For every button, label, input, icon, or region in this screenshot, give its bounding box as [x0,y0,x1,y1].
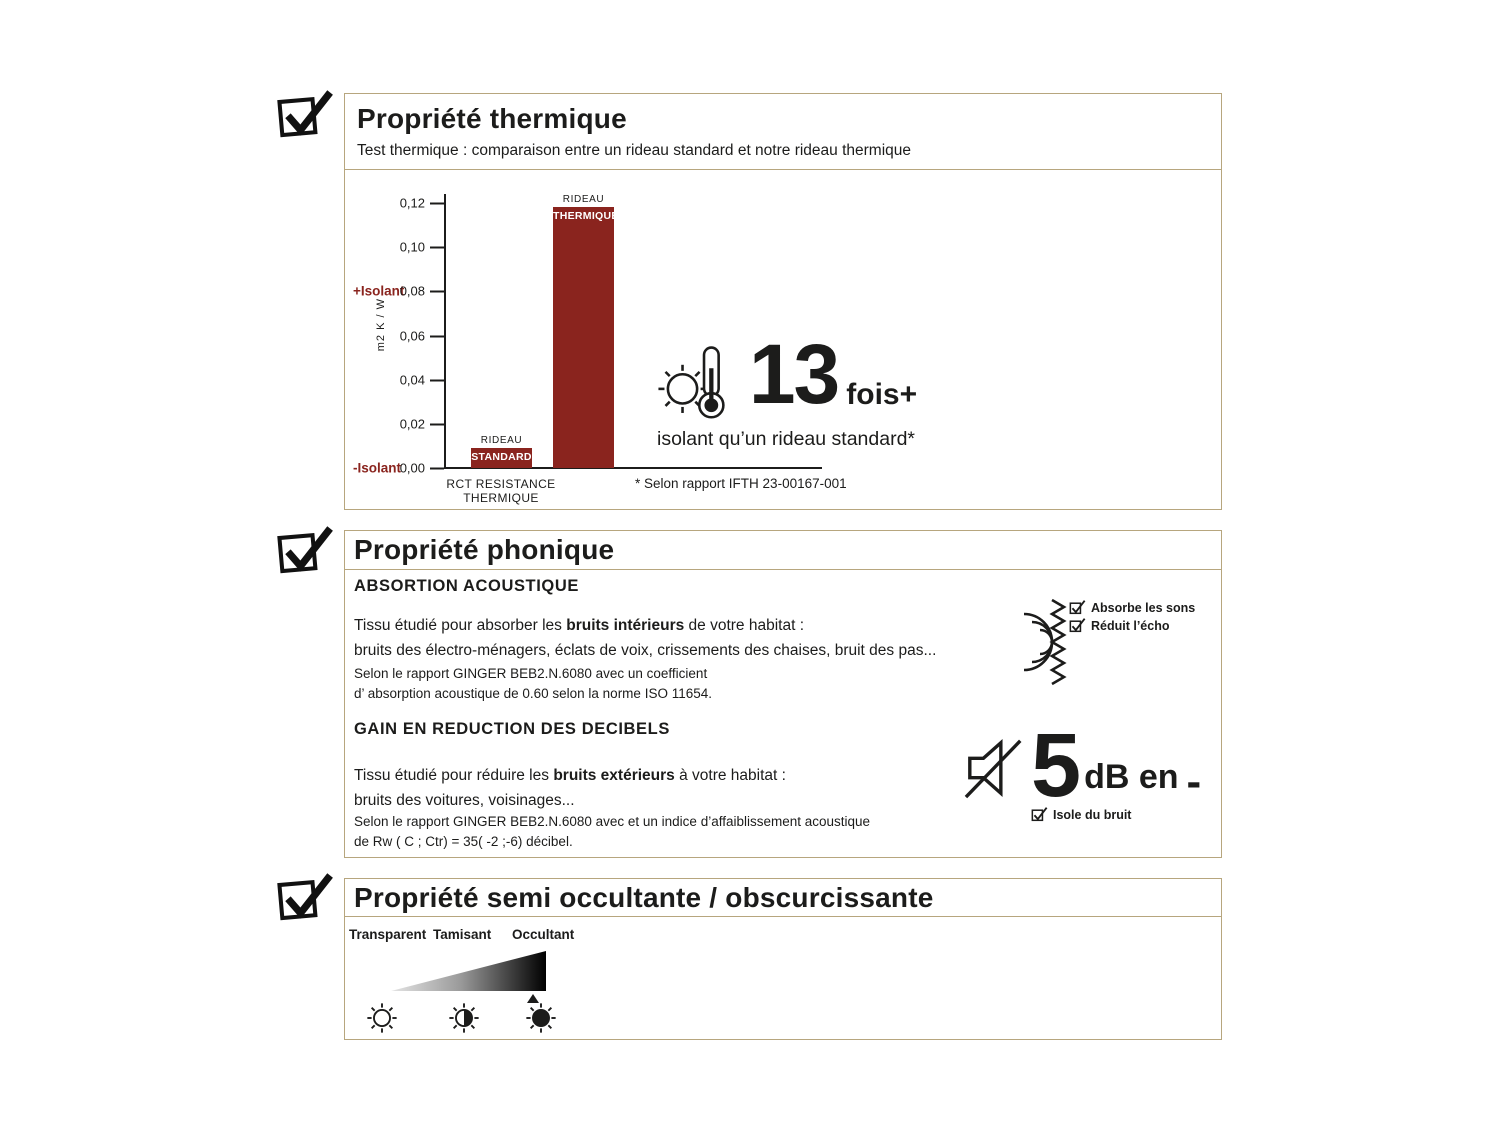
y-tick: 0,12 [400,196,444,211]
sun-filled-icon [524,1001,558,1035]
gain-text-line1: Tissu étudié pour réduire les bruits extérieurs à votre habitat : [354,767,786,784]
decibel-minus: - [1186,756,1202,806]
plus-isolant-label: +Isolant [353,283,405,299]
bar-rideau-standard: RIDEAU STANDARD [471,435,532,468]
thermal-big-suffix: fois+ [846,378,918,411]
speaker-muted-icon [964,735,1028,801]
benefit-absorbe: Absorbe les sons [1069,599,1195,615]
gain-heading: GAIN EN REDUCTION DES DECIBELS [354,720,670,738]
gain-text-line2: bruits des voitures, voisinages... [354,792,575,809]
checkbox-checked-icon [276,524,334,576]
report-footnote: * Selon rapport IFTH 23-00167-001 [635,476,847,491]
thermal-title: Propriété thermique [357,103,627,134]
label-occultant: Occultant [512,927,575,942]
title-divider [345,569,1221,570]
y-tick: 0,10 [400,240,444,255]
title-divider [345,916,1221,917]
decibel-suffix: dB en [1084,758,1179,797]
phonique-title: Propriété phonique [354,534,615,565]
y-axis-ticks [345,195,444,476]
absorption-text-line1: Tissu étudié pour absorber les bruits intérieurs de votre habitat : [354,617,805,634]
checkbox-checked-icon [276,88,334,140]
decibel-number: 5 [1031,716,1082,816]
opacity-gradient-wedge [391,951,546,991]
phonique-section [344,530,1222,858]
absorption-heading: ABSORTION ACOUSTIQUE [354,577,579,595]
benefit-echo: Réduit l’écho [1069,617,1195,633]
checkbox-checked-icon [1069,599,1086,615]
label-tamisant: Tamisant [433,927,492,942]
minus-isolant-label: -Isolant [353,460,402,476]
thermal-section-header [344,93,1222,170]
bar-thermique-rect: THERMIQUE [553,207,614,468]
thermal-chart-panel [344,169,1222,510]
gain-report-line1: Selon le rapport GINGER BEB2.N.6080 avec et un indice d’affaiblissement acoustique [354,814,871,829]
bar-rideau-thermique: RIDEAU THERMIQUE [553,194,614,468]
x-axis-caption: RCT RESISTANCE THERMIQUE [446,477,556,505]
y-tick: 0,06 [400,329,444,344]
thermometer-sun-icon [655,342,741,422]
y-tick: 0,02 [400,417,444,432]
occultant-section [344,878,1222,1040]
y-tick: 0,08 [400,284,444,299]
y-axis-unit-label: m2 K / W [375,298,387,352]
absorption-benefits [1069,599,1195,633]
sound-waves-wall-icon [1006,596,1068,688]
thermal-big-number: 13 [748,327,839,421]
y-tick: 0,00 [400,461,444,476]
label-transparent: Transparent [349,927,427,942]
bar-standard-rect: STANDARD [471,448,532,468]
benefit-isole: Isole du bruit [1031,806,1131,822]
thermal-subtitle: Test thermique : comparaison entre un rideau standard et notre rideau thermique [357,142,912,159]
absorption-report-line1: Selon le rapport GINGER BEB2.N.6080 avec un coefficient [354,666,708,681]
thermal-claim-caption: isolant qu’un rideau standard* [656,428,915,450]
y-tick: 0,04 [400,373,444,388]
occultant-title: Propriété semi occultante / obscurcissante [354,882,934,913]
absorption-report-line2: d’ absorption acoustique de 0.60 selon la norme ISO 11654. [354,686,712,701]
sun-half-icon [447,1001,481,1035]
absorption-text-line2: bruits des électro-ménagers, éclats de voix, crissements des chaises, bruit des pas... [354,642,937,659]
sun-outline-icon [365,1001,399,1035]
checkbox-checked-icon [1069,617,1086,633]
thermal-claim [631,327,941,451]
checkbox-checked-icon [276,871,334,923]
checkbox-checked-icon [1031,806,1048,822]
gain-report-line2: de Rw ( C ; Ctr) = 35( -2 ;-6) décibel. [354,834,573,849]
